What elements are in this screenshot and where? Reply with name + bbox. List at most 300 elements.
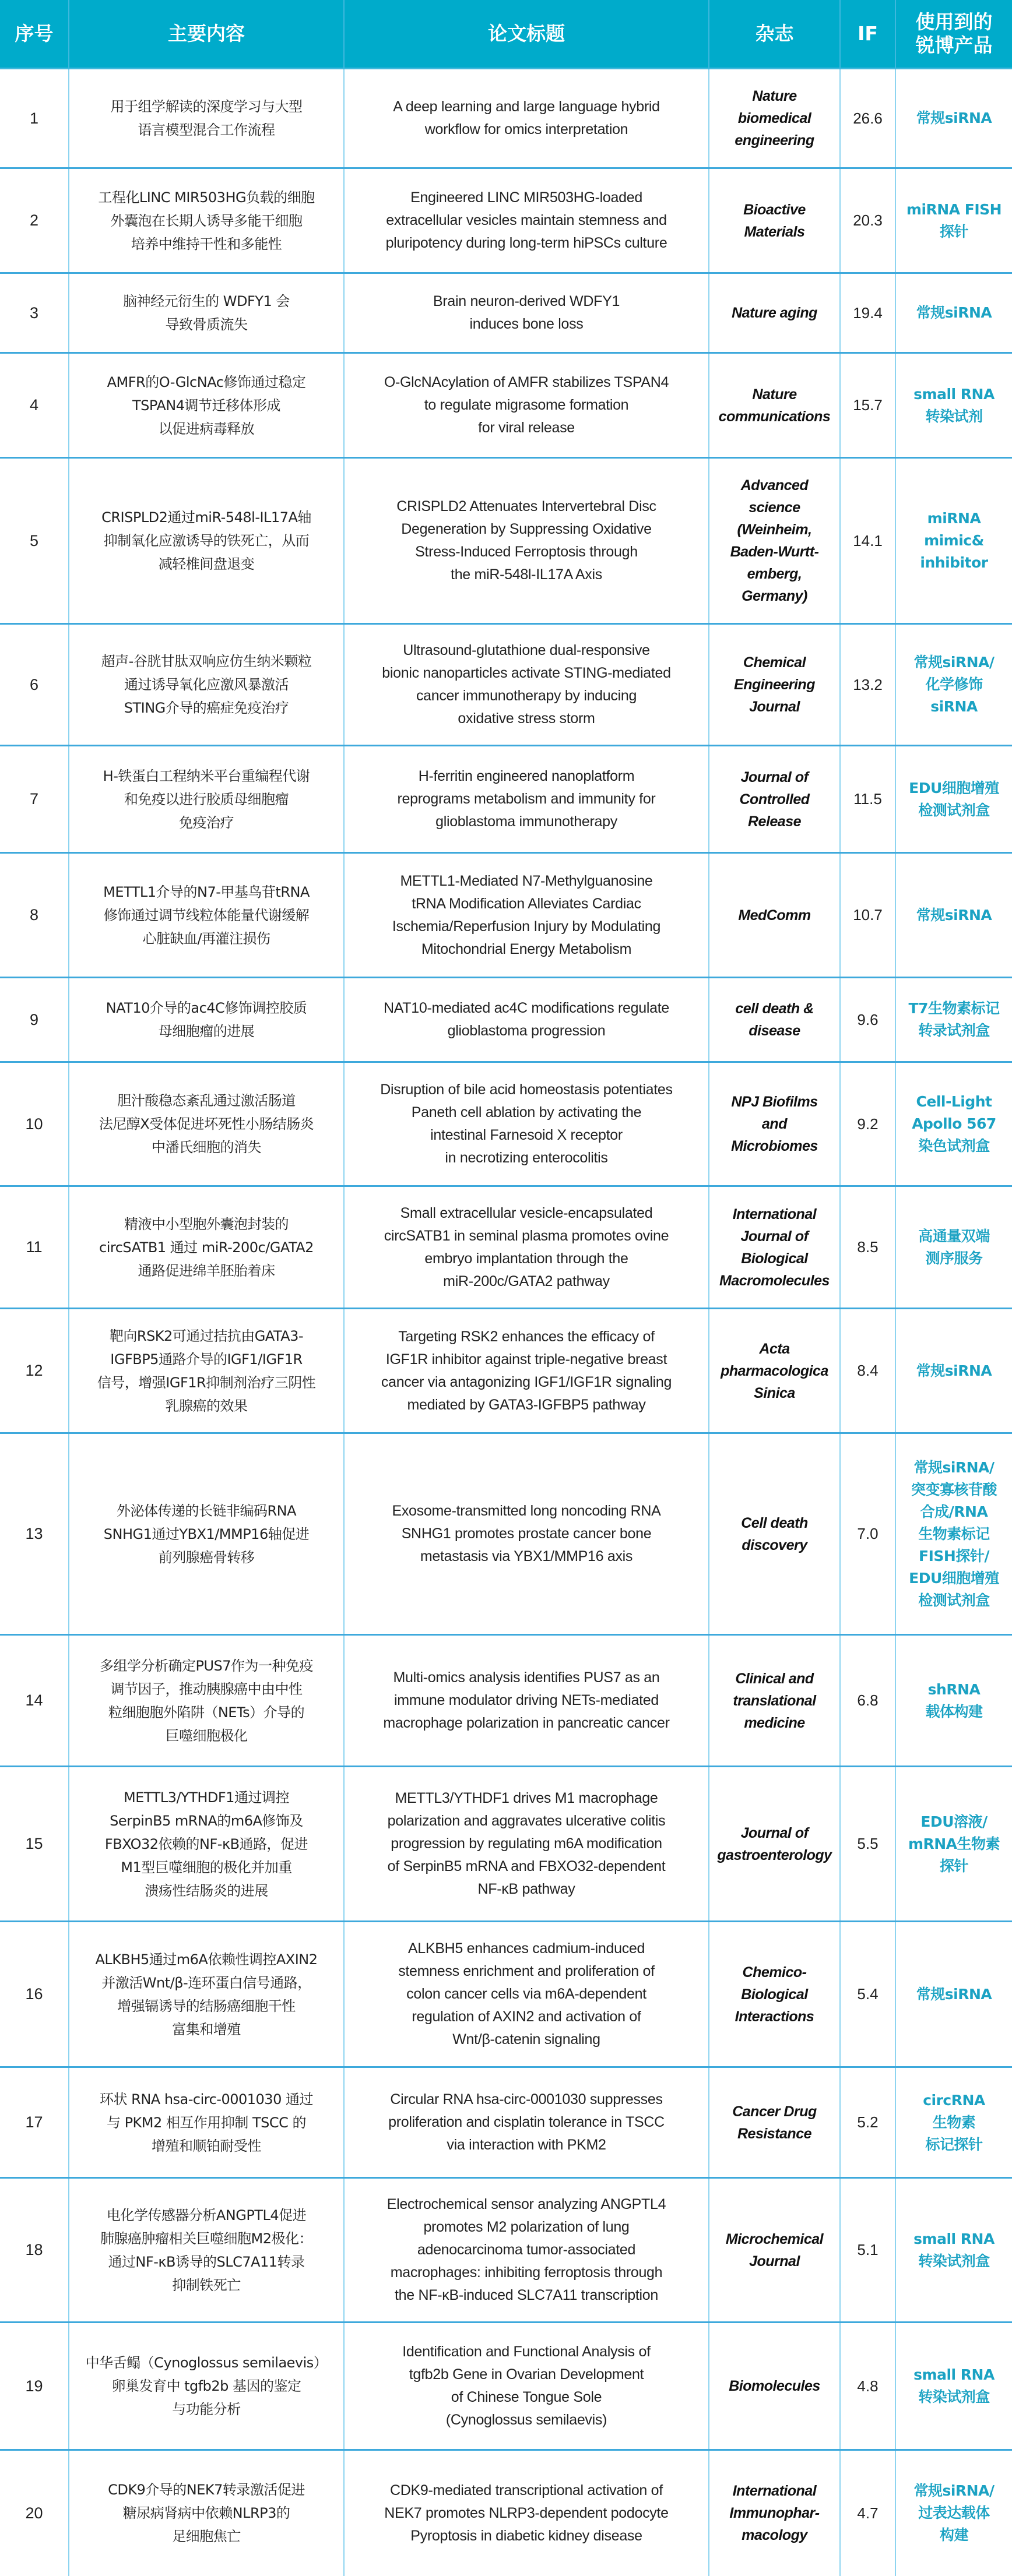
paper-title-line: pluripotency during long-term hiPSCs culture [385, 235, 667, 251]
header-product [895, 0, 1012, 69]
paper-title-line: Exosome-transmitted long noncoding RNA [392, 1503, 661, 1519]
main-content-line: ALKBH5通过m6A依赖性调控AXIN2 [95, 1951, 318, 1968]
product-name-line: Cell-Light [916, 1093, 992, 1110]
paper-title-line: tRNA Modification Alleviates Cardiac [412, 895, 641, 912]
impact-factor: 19.4 [840, 273, 895, 353]
main-content-line: 用于组学解读的深度学习与大型 [110, 98, 303, 115]
paper-title-cell [344, 69, 709, 168]
product-name-line: 常规siRNA [916, 304, 992, 321]
journal-cell [709, 1635, 840, 1767]
paper-title-cell [344, 273, 709, 353]
product-name-line: 转录试剂盒 [918, 1022, 990, 1039]
paper-title-line: Identification and Functional Analysis of [402, 2344, 651, 2360]
paper-title-line: to regulate migrasome formation [424, 397, 629, 413]
journal-name-line: Journal [749, 699, 800, 715]
main-content-cell [69, 853, 344, 978]
paper-title-line: glioblastoma progression [447, 1023, 606, 1039]
paper-title-line: A deep learning and large language hybrid [393, 98, 660, 115]
main-content-line: 环状 RNA hsa-circ-0001030 通过 [100, 2091, 313, 2108]
product-name-line: FISH探针/ [919, 1547, 989, 1564]
row-index: 14 [0, 1635, 69, 1767]
journal-cell [709, 624, 840, 746]
impact-factor: 8.4 [840, 1309, 895, 1433]
paper-title-cell [344, 1767, 709, 1922]
main-content-line: METTL1介导的N7-甲基鸟苷tRNA [103, 883, 310, 900]
product-name-line: EDU溶液/ [920, 1813, 988, 1830]
journal-cell [709, 1767, 840, 1922]
journal-name-line: pharmacologica [721, 1362, 828, 1379]
main-content-cell [69, 273, 344, 353]
product-cell [895, 69, 1012, 168]
product-cell [895, 746, 1012, 853]
journal-cell [709, 353, 840, 458]
row-index: 11 [0, 1186, 69, 1309]
impact-factor: 4.8 [840, 2323, 895, 2450]
main-content-line: 免疫治疗 [179, 814, 234, 831]
paper-title-cell [344, 1062, 709, 1186]
journal-name-line: Controlled [739, 791, 810, 808]
row-index: 12 [0, 1309, 69, 1433]
row-index: 16 [0, 1922, 69, 2067]
journal-name-line: Interactions [735, 2008, 814, 2025]
paper-title-line: Circular RNA hsa-circ-0001030 suppresses [390, 2091, 663, 2108]
row-index: 8 [0, 853, 69, 978]
paper-title-line: Wnt/β-catenin signaling [452, 2031, 600, 2048]
journal-cell [709, 1922, 840, 2067]
product-name-line: 生物素标记 [918, 1525, 990, 1542]
product-name-line: 检测试剂盒 [918, 801, 990, 819]
main-content-line: 精液中小型胞外囊泡封装的 [124, 1215, 289, 1232]
main-content-cell [69, 978, 344, 1062]
journal-cell [709, 2067, 840, 2178]
main-content-line: METTL3/YTHDF1通过调控 [124, 1789, 289, 1806]
paper-title-line: Small extracellular vesicle-encapsulated [400, 1204, 653, 1221]
journal-name-line: Immunophar- [729, 2505, 820, 2522]
paper-title-line: NAT10-mediated ac4C modifications regulate [384, 1000, 669, 1016]
table-row [0, 853, 1012, 978]
main-content-cell [69, 1922, 344, 2067]
product-name-line: 转染试剂盒 [918, 2388, 990, 2405]
product-cell [895, 168, 1012, 273]
product-name-line: 生物素 [932, 2113, 976, 2131]
impact-factor: 5.2 [840, 2067, 895, 2178]
main-content-cell [69, 2178, 344, 2323]
journal-name-line: NPJ Biofilms [731, 1094, 818, 1110]
journal-name-line: Acta [759, 1340, 790, 1357]
product-cell [895, 458, 1012, 624]
impact-factor: 20.3 [840, 168, 895, 273]
product-cell [895, 353, 1012, 458]
paper-title-line: stemness enrichment and proliferation of [398, 1963, 655, 1979]
paper-title-cell [344, 1635, 709, 1767]
product-name-line: Apollo 567 [912, 1115, 996, 1132]
paper-title-line: Degeneration by Suppressing Oxidative [401, 521, 652, 537]
product-name-line: small RNA [913, 2366, 995, 2383]
product-name-line: inhibitor [920, 554, 988, 571]
table-row [0, 1186, 1012, 1309]
impact-factor: 7.0 [840, 1433, 895, 1635]
main-content-line: 多组学分析确定PUS7作为一种免疫 [99, 1657, 314, 1674]
main-content-line: 增强镉诱导的结肠癌细胞干性 [117, 1997, 296, 2014]
journal-name-line: Engineering [734, 676, 815, 693]
impact-factor: 13.2 [840, 624, 895, 746]
impact-factor: 4.7 [840, 2450, 895, 2576]
journal-name-line: Journal of [740, 1228, 809, 1245]
product-cell [895, 1433, 1012, 1635]
paper-title-line: immune modulator driving NETs‐mediated [393, 1692, 659, 1708]
paper-title-line: CRISPLD2 Attenuates Intervertebral Disc [396, 498, 656, 515]
paper-title-line: metastasis via YBX1/MMP16 axis [420, 1548, 633, 1564]
paper-title-cell [344, 1186, 709, 1309]
product-name-line: 构建 [939, 2526, 968, 2544]
paper-title-line: H-ferritin engineered nanoplatform [418, 768, 635, 784]
product-name-line: 探针 [939, 1857, 968, 1874]
paper-title-line: Pyroptosis in diabetic kidney disease [410, 2527, 642, 2544]
journal-name-line: emberg, [747, 566, 802, 582]
journal-name-line: Chemical [743, 654, 806, 671]
journal-name-line: biomedical [737, 110, 811, 126]
paper-title-line: cancer via antagonizing IGF1/IGF1R signaling [381, 1373, 672, 1390]
journal-cell [709, 458, 840, 624]
product-name-line: 常规siRNA [916, 1985, 992, 2003]
journal-name-line: Nature [752, 88, 797, 104]
row-index: 6 [0, 624, 69, 746]
main-content-cell [69, 168, 344, 273]
journal-name-line: Bioactive [743, 201, 806, 218]
journal-name-line: Sinica [754, 1384, 795, 1401]
table-row [0, 624, 1012, 746]
impact-factor: 9.6 [840, 978, 895, 1062]
product-cell [895, 624, 1012, 746]
paper-title-line: glioblastoma immunotherapy [435, 813, 617, 830]
product-name-line: 常规siRNA [916, 110, 992, 126]
row-index: 13 [0, 1433, 69, 1635]
paper-title-line: O-GlcNAcylation of AMFR stabilizes TSPAN4 [384, 374, 669, 390]
paper-title-line: reprograms metabolism and immunity for [397, 791, 656, 807]
main-content-line: 心脏缺血/再灌注损伤 [142, 930, 270, 947]
paper-title-line: Stress-Induced Ferroptosis through [415, 544, 638, 560]
main-content-line: 修饰通过调节线粒体能量代谢缓解 [103, 907, 310, 924]
product-name-line: 标记探针 [925, 2135, 983, 2153]
impact-factor: 10.7 [840, 853, 895, 978]
main-content-line: 中华舌鳎（Cynoglossus semilaevis） [85, 2355, 328, 2371]
paper-title-cell [344, 353, 709, 458]
product-name-line: small RNA [913, 2230, 995, 2247]
journal-cell [709, 2323, 840, 2450]
journal-name-line: Nature aging [732, 305, 817, 321]
paper-title-line: IGF1R inhibitor against triple-negative breast [385, 1351, 667, 1368]
main-content-line: 调节因子，推动胰腺癌中由中性 [110, 1680, 303, 1697]
paper-title-cell [344, 978, 709, 1062]
table-body [0, 69, 1012, 2576]
main-content-line: 抑制铁死亡 [172, 2277, 241, 2293]
journal-name-line: science [749, 499, 800, 516]
paper-title-cell [344, 1433, 709, 1635]
main-content-line: 外囊泡在长期人诱导多能干细胞 [110, 212, 303, 229]
product-name-line: 突变寡核苷酸 [911, 1481, 997, 1498]
main-content-line: 卵巢发育中 tgfb2b 基因的鉴定 [111, 2378, 301, 2394]
journal-name-line: Journal of [740, 769, 809, 785]
row-index: 15 [0, 1767, 69, 1922]
row-index: 17 [0, 2067, 69, 2178]
product-name-line: miRNA [927, 510, 981, 527]
paper-title-line: Disruption of bile acid homeostasis potentiates [380, 1081, 673, 1098]
table-row [0, 2450, 1012, 2576]
product-name-line: 检测试剂盒 [918, 1591, 990, 1609]
journal-cell [709, 2178, 840, 2323]
main-content-line: 通路促进绵羊胚胎着床 [138, 1262, 275, 1279]
main-content-cell [69, 624, 344, 746]
paper-title-line: proliferation and cisplatin tolerance in TSCC [388, 2114, 665, 2130]
table-row [0, 69, 1012, 168]
impact-factor: 6.8 [840, 1635, 895, 1767]
journal-cell [709, 1062, 840, 1186]
paper-title-line: Mitochondrial Energy Metabolism [421, 940, 632, 957]
product-name-line: 探针 [939, 223, 968, 240]
header-if: IF [840, 0, 895, 69]
main-content-cell [69, 1062, 344, 1186]
row-index: 1 [29, 109, 39, 127]
paper-title-line: mediated by GATA3-IGFBP5 pathway [407, 1396, 646, 1413]
product-name-line: 高通量双端 [918, 1227, 990, 1245]
main-content-line: 法尼醇X受体促进坏死性小肠结肠炎 [99, 1116, 314, 1132]
journal-name-line: Microchemical [725, 2230, 824, 2247]
product-cell [895, 1309, 1012, 1433]
paper-title-cell [344, 2450, 709, 2576]
product-cell [895, 978, 1012, 1062]
header-product-line2: 锐博产品 [915, 34, 993, 57]
paper-title-line: adenocarcinoma tumor-associated [417, 2242, 636, 2258]
product-name-line: mRNA生物素 [908, 1835, 1000, 1852]
journal-name-line: gastroenterology [717, 1846, 832, 1863]
main-content-cell [69, 746, 344, 853]
product-name-line: 测序服务 [925, 1249, 983, 1267]
journal-name-line: Materials [744, 223, 805, 240]
main-content-line: 母细胞瘤的进展 [158, 1023, 255, 1039]
journal-cell [709, 978, 840, 1062]
main-content-line: 富集和增殖 [172, 2021, 241, 2038]
main-content-line: H-铁蛋白工程纳米平台重编程代谢 [103, 767, 310, 784]
journal-cell [709, 69, 840, 168]
paper-title-line: tgfb2b Gene in Ovarian Development [409, 2366, 644, 2383]
row-index: 20 [0, 2450, 69, 2576]
impact-factor: 26.6 [840, 69, 895, 168]
main-content-line: TSPAN4调节迁移体形成 [132, 397, 280, 414]
paper-title-line: macrophage polarization in pancreatic cancer [383, 1715, 670, 1731]
paper-title-line: NF-κB pathway [477, 1881, 575, 1897]
product-name-line: mimic& [924, 532, 984, 549]
paper-title-line: Brain neuron-derived WDFY1 [433, 293, 620, 309]
main-content-cell [69, 458, 344, 624]
paper-title-cell [344, 2323, 709, 2450]
journal-name-line: Journal [749, 2253, 800, 2270]
table-row [0, 168, 1012, 273]
product-name-line: 常规siRNA/ [913, 1458, 995, 1476]
header-product-line1: 使用到的 [915, 10, 993, 33]
main-content-line: 通过诱导氧化应激风暴激活 [124, 676, 289, 693]
header-journal: 杂志 [709, 0, 840, 69]
journal-name-line: Clinical and [735, 1670, 814, 1687]
main-content-line: 减轻椎间盘退变 [158, 556, 255, 572]
paper-title-line: METTL1-Mediated N7-Methylguanosine [400, 872, 653, 889]
product-cell [895, 1062, 1012, 1186]
row-index: 3 [0, 273, 69, 353]
paper-title-cell [344, 853, 709, 978]
journal-name-line: Macromolecules [719, 1272, 830, 1289]
table-row [0, 1062, 1012, 1186]
paper-title-line: Engineered LINC MIR503HG-loaded [410, 189, 642, 206]
journal-name-line: Nature [752, 386, 797, 403]
main-content-line: 以促进病毒释放 [158, 420, 255, 437]
paper-title-line: Ultrasound-glutathione dual-responsive [403, 642, 650, 658]
impact-factor: 5.5 [840, 1767, 895, 1922]
impact-factor: 15.7 [840, 353, 895, 458]
paper-title-line: promotes M2 polarization of lung [423, 2219, 630, 2235]
main-content-cell [69, 1767, 344, 1922]
product-name-line: 载体构建 [925, 1703, 983, 1720]
journal-name-line: Chemico- [742, 1964, 807, 1981]
product-cell [895, 2323, 1012, 2450]
table-row [0, 1433, 1012, 1635]
main-content-line: 导致骨质流失 [165, 316, 248, 333]
paper-title-line: for viral release [478, 420, 575, 436]
row-index: 18 [0, 2178, 69, 2323]
journal-cell [709, 746, 840, 853]
journal-name-line: and [762, 1116, 787, 1132]
main-content-line: STING介导的癌症免疫治疗 [124, 700, 289, 716]
product-cell [895, 2450, 1012, 2576]
table-row [0, 2323, 1012, 2450]
main-content-line: 巨噬细胞极化 [165, 1727, 248, 1744]
product-cell [895, 1635, 1012, 1767]
product-cell [895, 2067, 1012, 2178]
journal-cell [709, 2450, 840, 2576]
journal-cell [709, 273, 840, 353]
paper-title-line: in necrotizing enterocolitis [445, 1150, 608, 1166]
product-name-line: small RNA [913, 385, 995, 403]
product-name-line: 常规siRNA [916, 906, 992, 924]
paper-title-line: intestinal Farnesoid X receptor [430, 1127, 623, 1143]
main-content-cell [69, 2323, 344, 2450]
product-cell [895, 1767, 1012, 1922]
journal-name-line: Biological [741, 1250, 808, 1267]
product-cell [895, 273, 1012, 353]
journal-name-line: Baden-Wurtt- [730, 544, 819, 560]
table-row [0, 1922, 1012, 2067]
main-content-line: 和免疫以进行胶质母细胞瘤 [124, 791, 289, 808]
header-content: 主要内容 [69, 0, 344, 69]
main-content-line: 足细胞焦亡 [172, 2528, 241, 2545]
row-index: 10 [0, 1062, 69, 1186]
table-row [0, 1767, 1012, 1922]
table-row [0, 273, 1012, 353]
main-content-cell [69, 1635, 344, 1767]
main-content-line: 乳腺癌的效果 [165, 1397, 248, 1414]
main-content-line: circSATB1 通过 miR-200c/GATA2 [99, 1239, 314, 1256]
impact-factor: 9.2 [840, 1062, 895, 1186]
main-content-cell [69, 2067, 344, 2178]
paper-title-line: induces bone loss [469, 316, 584, 332]
table-row [0, 1635, 1012, 1767]
paper-title-line: cancer immunotherapy by inducing [416, 688, 637, 704]
main-content-line: 与功能分析 [172, 2401, 241, 2418]
table-row [0, 2178, 1012, 2323]
table-row [0, 353, 1012, 458]
main-content-line: 信号，增强IGF1R抑制剂治疗三阴性 [97, 1374, 316, 1391]
paper-title-cell [344, 1922, 709, 2067]
paper-title-line: macrophages: inhibiting ferroptosis through [390, 2264, 663, 2281]
impact-factor: 14.1 [840, 458, 895, 624]
main-content-line: 通过NF-κB诱导的SLC7A11转录 [108, 2253, 305, 2270]
paper-title-line: regulation of AXIN2 and activation of [412, 2008, 641, 2025]
impact-factor: 5.4 [840, 1922, 895, 2067]
paper-title-line: Targeting RSK2 enhances the efficacy of [398, 1328, 655, 1345]
row-index: 19 [0, 2323, 69, 2450]
impact-factor: 8.5 [840, 1186, 895, 1309]
journal-name-line: Release [747, 813, 802, 830]
header-row [0, 0, 1012, 69]
row-index: 5 [0, 458, 69, 624]
paper-title-line: colon cancer cells via m6A-dependent [406, 1986, 646, 2002]
product-name-line: siRNA [930, 698, 978, 715]
row-index: 7 [0, 746, 69, 853]
journal-name-line: Cancer Drug [732, 2103, 817, 2120]
journal-name-line: cell death & [735, 1000, 814, 1017]
paper-title-line: the miR-548l-IL17A Axis [451, 566, 602, 583]
journal-cell [709, 1309, 840, 1433]
main-content-line: 与 PKM2 相互作用抑制 TSCC 的 [106, 2114, 307, 2131]
main-content-cell [69, 69, 344, 168]
paper-title-cell [344, 168, 709, 273]
journal-name-line: discovery [742, 1537, 807, 1553]
main-content-cell [69, 353, 344, 458]
journal-name-line: disease [749, 1023, 800, 1039]
paper-title-line: Paneth cell ablation by activating the [411, 1104, 642, 1120]
journal-name-line: (Weinheim, [737, 521, 812, 538]
table-row [0, 746, 1012, 853]
main-content-line: CRISPLD2通过miR-548l-IL17A轴 [101, 509, 311, 526]
main-content-line: 粒细胞胞外陷阱（NETs）介导的 [108, 1704, 305, 1721]
paper-title-line: Multi‐omics analysis identifies PUS7 as an [393, 1669, 660, 1686]
paper-title-line: workflow for omics interpretation [424, 121, 628, 138]
paper-title-cell [344, 2178, 709, 2323]
main-content-line: 工程化LINC MIR503HG负载的细胞 [98, 189, 315, 206]
main-content-line: SNHG1通过YBX1/MMP16轴促进 [103, 1525, 310, 1542]
product-name-line: 过表达载体 [918, 2504, 990, 2522]
paper-title-line: Electrochemical sensor analyzing ANGPTL4 [386, 2196, 666, 2212]
main-content-line: CDK9介导的NEK7转录激活促进 [108, 2482, 305, 2499]
row-index: 4 [0, 353, 69, 458]
main-content-line: 电化学传感器分析ANGPTL4促进 [106, 2207, 307, 2223]
main-content-line: 胆汁酸稳态紊乱通过激活肠道 [117, 1093, 296, 1109]
paper-title-line: ALKBH5 enhances cadmium-induced [407, 1940, 645, 1957]
journal-name-line: Cell death [741, 1514, 808, 1531]
row-index: 2 [0, 168, 69, 273]
paper-title-line: of SerpinB5 mRNA and FBXO32-dependent [387, 1858, 666, 1874]
main-content-cell [69, 1433, 344, 1635]
journal-name-line: macology [742, 2527, 807, 2544]
product-name-line: EDU细胞增殖 [909, 779, 999, 797]
journal-name-line: Resistance [737, 2125, 812, 2142]
journal-cell [709, 168, 840, 273]
row-index: 9 [0, 978, 69, 1062]
main-content-line: 糖尿病肾病中依赖NLRP3的 [122, 2505, 290, 2522]
product-cell [895, 1922, 1012, 2067]
product-name-line: 化学修饰 [925, 676, 983, 693]
journal-name-line: Journal of [740, 1824, 809, 1841]
table-row [0, 458, 1012, 624]
main-content-line: IGFBP5通路介导的IGF1/IGF1R [110, 1351, 303, 1368]
